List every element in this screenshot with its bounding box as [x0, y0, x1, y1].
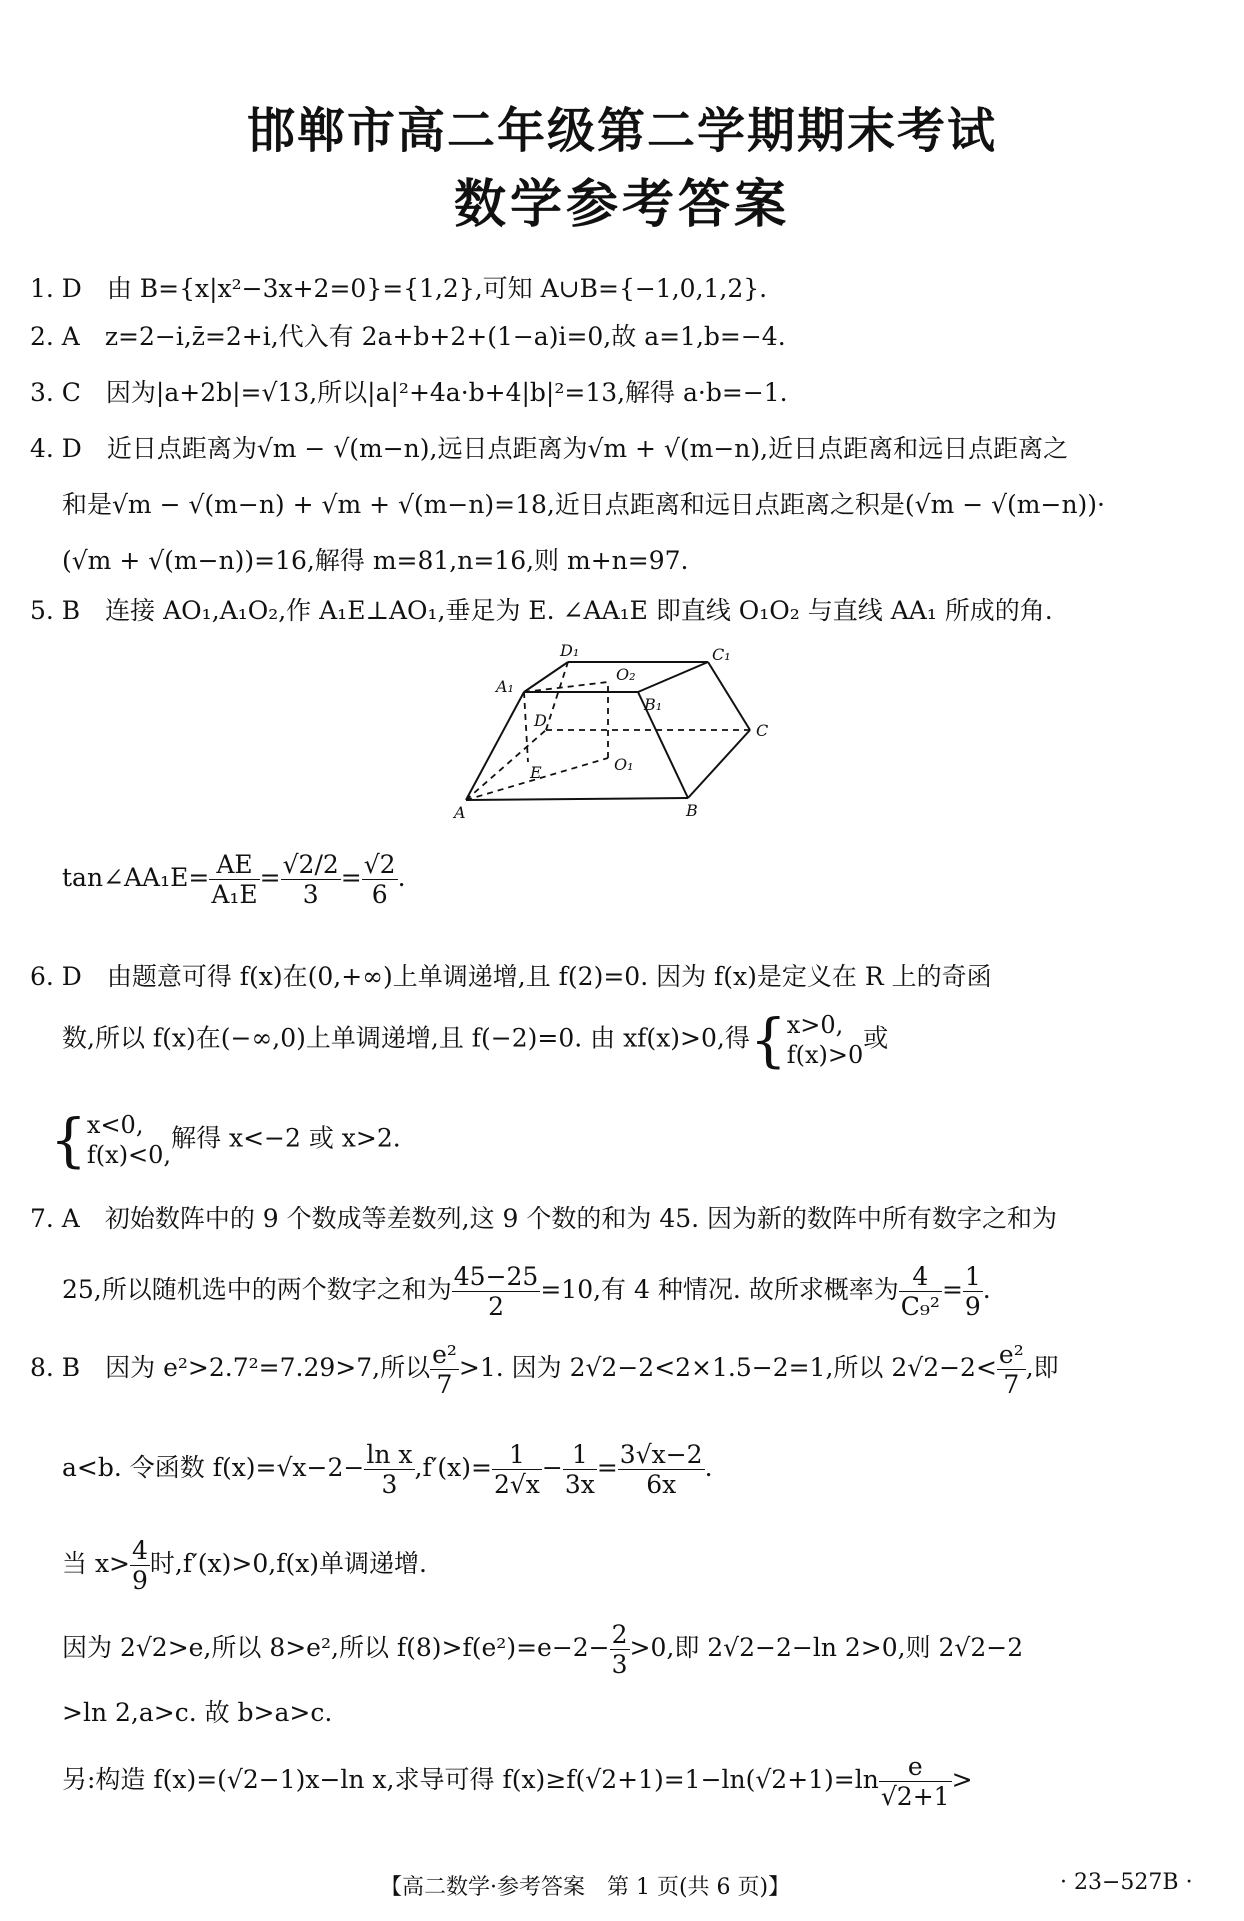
label-O1: O₁: [614, 755, 634, 774]
answer-5: 5. B 连接 AO₁,A₁O₂,作 A₁E⊥AO₁,垂足为 E. ∠AA₁E 即直线 O₁O₂ 与直线 AA₁ 所成的角.: [30, 596, 1053, 625]
label-B: B: [686, 801, 698, 820]
answer-4-line-3: (√m + √(m−n))=16,解得 m=81,n=16,则 m+n=97.: [62, 546, 689, 575]
label-D: D: [534, 711, 547, 730]
footer-code: · 23−527B ·: [1060, 1870, 1193, 1895]
answer-8-line-4: 因为 2√2>e,所以 8>e²,所以 f(8)>f(e²)=e−2− $\frac{2}{3}$ >0,即 2√2−2−ln 2>0,则 2√2−2: [62, 1620, 1024, 1679]
label-O2: O₂: [616, 665, 636, 684]
answer-2: 2. A z=2−i,z̄=2+i,代入有 2a+b+2+(1−a)i=0,故 a=1,b=−4.: [30, 322, 786, 351]
label-D1: D₁: [560, 641, 580, 660]
answer-6-line-3: { x<0, f(x)<0, 解得 x<−2 或 x>2.: [50, 1106, 401, 1174]
tan-formula: tan∠AA₁E= $\frac{AE}{\text{A₁E}}$ = $\frac{√2/2}{3}$ = $\frac{√2}{6}$ .: [62, 850, 406, 909]
label-B1: B₁: [644, 695, 663, 714]
page-subtitle: 数学参考答案: [453, 175, 790, 235]
answer-7-line-1: 7. A 初始数阵中的 9 个数成等差数列,这 9 个数的和为 45. 因为新的数阵中所有数字之和为: [30, 1204, 1058, 1233]
answer-8-line-5: >ln 2,a>c. 故 b>a>c.: [62, 1698, 333, 1727]
label-C: C: [756, 721, 769, 740]
page-title: 邯郸市高二年级第二学期期末考试: [246, 103, 997, 159]
answer-6-line-2: 数,所以 f(x)在(−∞,0)上单调递增,且 f(−2)=0. 由 xf(x)>0,得{ x>0, f(x)>0 或: [62, 1006, 889, 1074]
label-A1: A₁: [496, 677, 514, 696]
label-E: E: [530, 763, 542, 782]
answer-8-line-3: 当 x> $\frac{4}{9}$ 时,f′(x)>0,f(x)单调递增.: [62, 1536, 427, 1595]
answer-4-line-1: 4. D 近日点距离为√m − √(m−n),远日点距离为√m + √(m−n),近日点距离和远日点距离之: [30, 434, 1069, 463]
answer-6-line-1: 6. D 由题意可得 f(x)在(0,+∞)上单调递增,且 f(2)=0. 因为 f(x)是定义在 R 上的奇函: [30, 962, 992, 991]
answer-3: 3. C 因为|a+2b|=√13,所以|a|²+4a·b+4|b|²=13,解得 a·b=−1.: [30, 378, 788, 407]
label-A: A: [454, 803, 466, 822]
frustum-figure: [448, 640, 808, 830]
label-C1: C₁: [712, 645, 731, 664]
answer-8-line-6: 另:构造 f(x)=(√2−1)x−ln x,求导可得 f(x)≥f(√2+1)=1−ln(√2+1)=ln $\frac{e}{√2+1}$ >: [62, 1752, 973, 1811]
footer-page-info: 【高二数学·参考答案 第 1 页(共 6 页)】: [380, 1875, 791, 1900]
answer-7-line-2: 25,所以随机选中的两个数字之和为 $\frac{45-25}{2}$ =10,有 4 种情况. 故所求概率为 $\frac{4}{\text{C₉²}}$ = $\frac{1}{9}$ .: [62, 1262, 991, 1321]
answer-4-line-2: 和是√m − √(m−n) + √m + √(m−n)=18,近日点距离和远日点距离之积是(√m − √(m−n))·: [62, 490, 1106, 519]
answer-8-line-2: a<b. 令函数 f(x)=√x−2− $\frac{\text{ln x}}{3}$ ,f′(x)= $\frac{1}{2√x}$ − $\frac{1}{3x}$ = $\frac{3√x-2}{6x}$ .: [62, 1440, 713, 1499]
answer-8-line-1: 8. B 因为 e²>2.7²=7.29>7,所以 $\frac{\text{e²}}{7}$ >1. 因为 2√2−2<2×1.5−2=1,所以 2√2−2< $\frac{\text{e²}}{7}$ ,即: [30, 1340, 1059, 1399]
answer-1: 1. D 由 B={x|x²−3x+2=0}={1,2},可知 A∪B={−1,0,1,2}.: [30, 274, 768, 303]
